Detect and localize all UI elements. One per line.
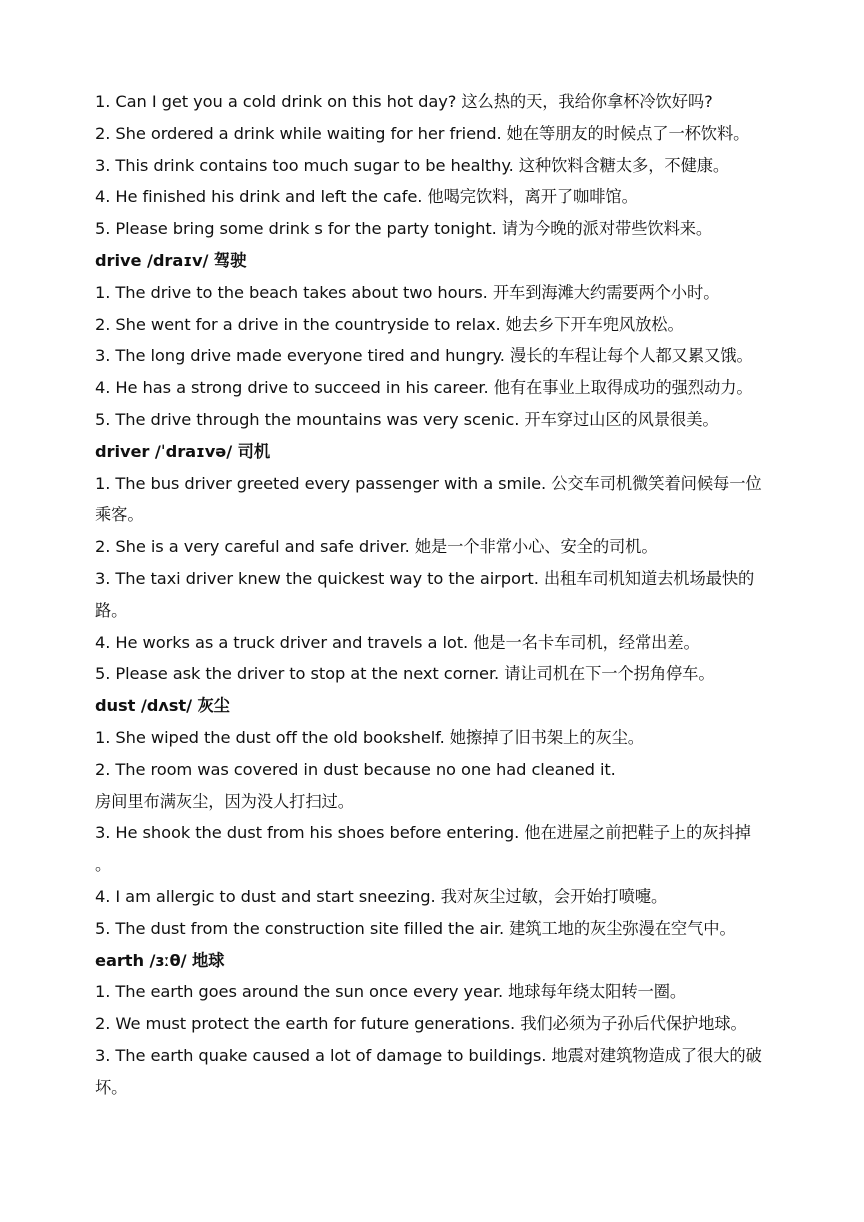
example-sentence-continuation: 房间里布满灰尘，因为没人打扫过。 <box>95 791 354 811</box>
example-sentence: 5. Please bring some drink s for the party tonight. 请为今晚的派对带些饮料来。 <box>95 219 713 239</box>
document-body <box>95 86 771 1104</box>
example-sentence: 4. He has a strong drive to succeed in his career. 他有在事业上取得成功的强烈动力。 <box>95 378 753 398</box>
entry-heading: earth /ɜːθ/ 地球 <box>95 950 225 970</box>
example-sentence: 1. The drive to the beach takes about two hours. 开车到海滩大约需要两个小时。 <box>95 282 720 302</box>
example-sentence: 3. This drink contains too much sugar to be healthy. 这种饮料含糖太多，不健康。 <box>95 155 730 175</box>
entry-dust <box>95 690 771 944</box>
entry-heading: drive /draɪv/ 驾驶 <box>95 250 247 270</box>
entry-drive <box>95 245 771 436</box>
example-sentence: 2. She is a very careful and safe driver. 她是一个非常小心、安全的司机。 <box>95 537 658 557</box>
example-sentence: 2. We must protect the earth for future generations. 我们必须为子孙后代保护地球。 <box>95 1014 747 1034</box>
example-sentence: 3. The long drive made everyone tired and hungry. 漫长的车程让每个人都又累又饿。 <box>95 346 753 366</box>
entry-driver <box>95 436 771 690</box>
example-sentence: 1. She wiped the dust off the old bookshelf. 她擦掉了旧书架上的灰尘。 <box>95 727 644 747</box>
example-sentence: 5. The drive through the mountains was very scenic. 开车穿过山区的风景很美。 <box>95 409 719 429</box>
example-sentence: 1. The bus driver greeted every passenger with a smile. 公交车司机微笑着问候每一位 <box>95 473 762 493</box>
drink-examples <box>95 86 771 245</box>
example-sentence: 5. Please ask the driver to stop at the next corner. 请让司机在下一个拐角停车。 <box>95 664 715 684</box>
entry-heading: driver /ˈdraɪvə/ 司机 <box>95 441 271 461</box>
example-sentence: 1. The earth goes around the sun once every year. 地球每年绕太阳转一圈。 <box>95 982 687 1002</box>
example-sentence-continuation: 乘客。 <box>95 505 144 525</box>
example-sentence-continuation: 坏。 <box>95 1077 128 1097</box>
entry-earth <box>95 945 771 1104</box>
example-sentence: 3. The earth quake caused a lot of damage to buildings. 地震对建筑物造成了很大的破 <box>95 1045 762 1065</box>
example-sentence: 2. She ordered a drink while waiting for her friend. 她在等朋友的时候点了一杯饮料。 <box>95 123 750 143</box>
entry-heading: dust /dʌst/ 灰尘 <box>95 696 230 716</box>
example-sentence: 4. He finished his drink and left the cafe. 他喝完饮料，离开了咖啡馆。 <box>95 187 638 207</box>
example-sentence: 3. He shook the dust from his shoes before entering. 他在进屋之前把鞋子上的灰抖掉 <box>95 823 751 843</box>
example-sentence: 5. The dust from the construction site filled the air. 建筑工地的灰尘弥漫在空气中。 <box>95 918 736 938</box>
example-sentence: 4. He works as a truck driver and travels a lot. 他是一名卡车司机，经常出差。 <box>95 632 700 652</box>
example-sentence: 1. Can I get you a cold drink on this hot day? 这么热的天，我给你拿杯冷饮好吗? <box>95 92 713 111</box>
example-sentence-continuation: 路。 <box>95 600 128 620</box>
example-sentence: 2. She went for a drive in the countryside to relax. 她去乡下开车兜风放松。 <box>95 314 684 334</box>
example-sentence: 4. I am allergic to dust and start sneezing. 我对灰尘过敏，会开始打喷嚏。 <box>95 886 668 906</box>
example-sentence: 3. The taxi driver knew the quickest way to the airport. 出租车司机知道去机场最快的 <box>95 568 755 588</box>
example-sentence-continuation: 。 <box>95 855 112 875</box>
example-sentence: 2. The room was covered in dust because no one had cleaned it. <box>95 759 616 779</box>
